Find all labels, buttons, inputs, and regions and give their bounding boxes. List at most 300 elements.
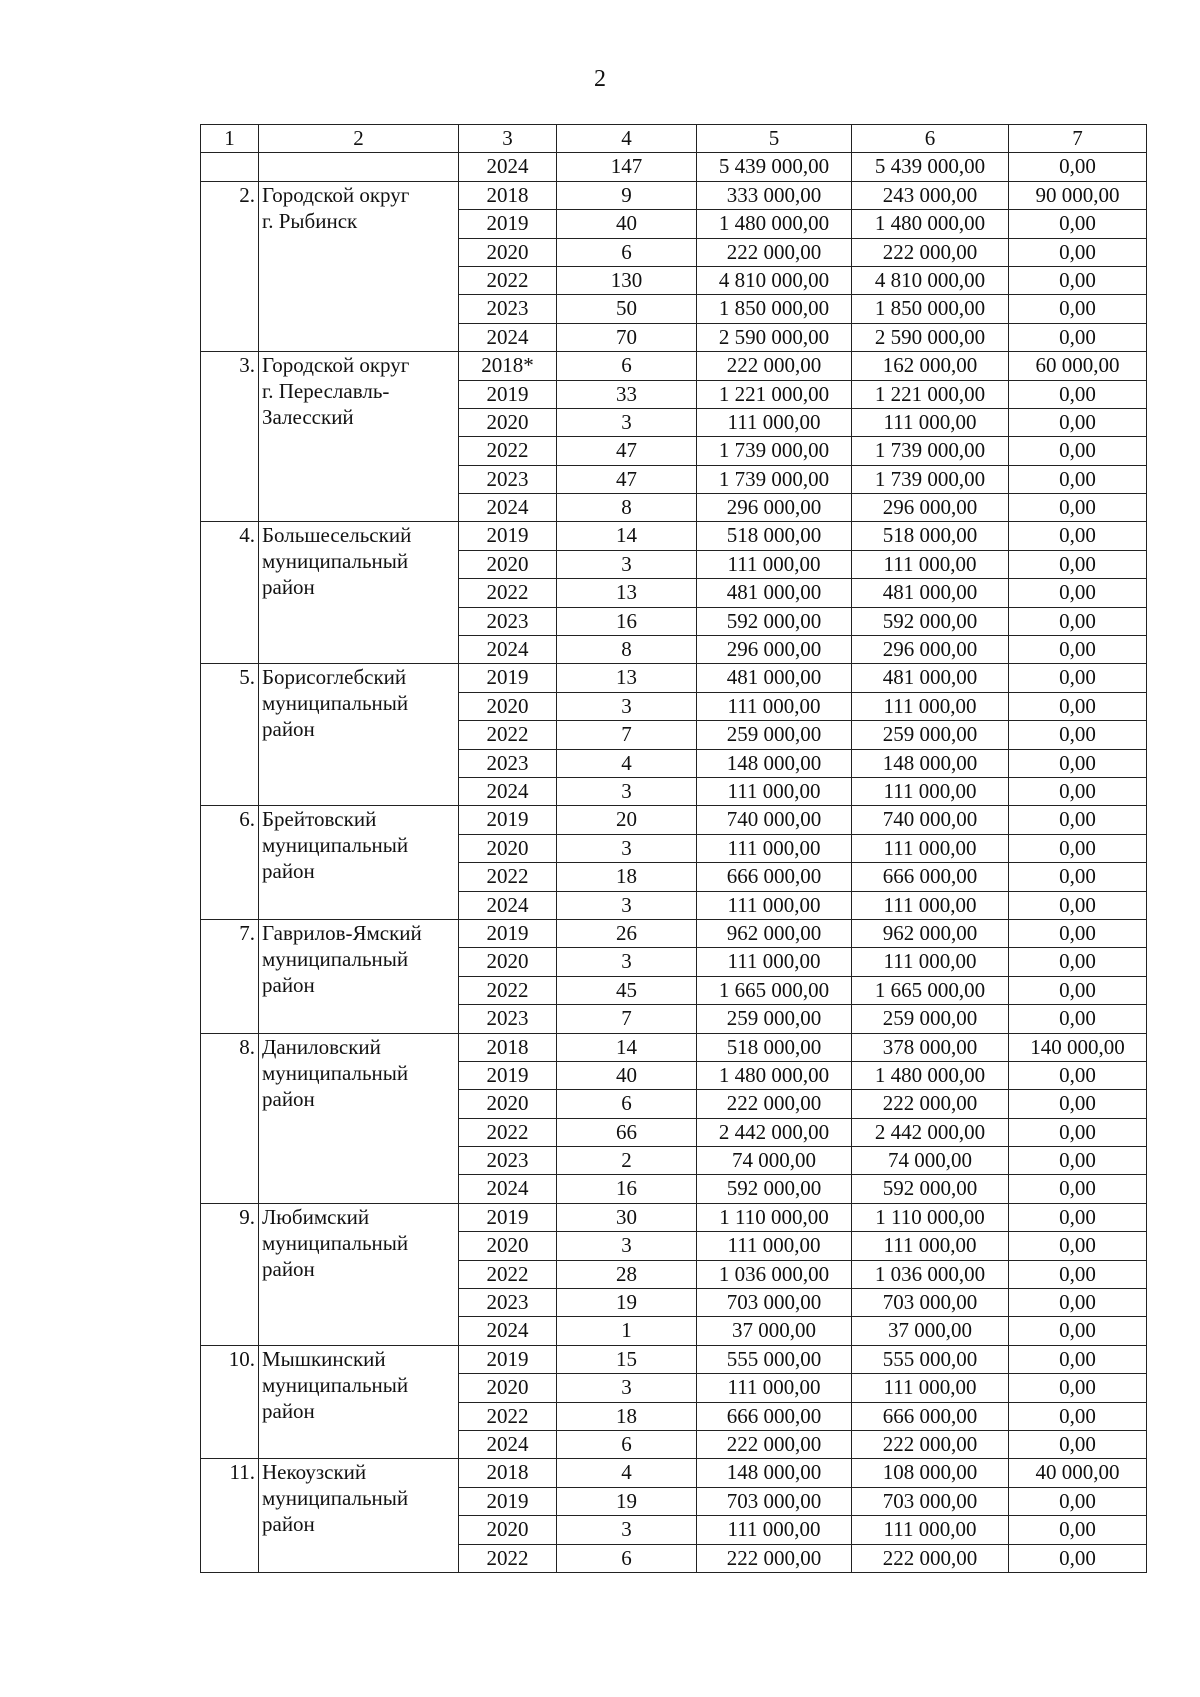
table-row	[201, 1345, 1147, 1373]
municipality-name-line: Большесельский	[262, 523, 412, 548]
local-amount-cell: 0,00	[1009, 494, 1147, 522]
year-cell: 2022	[459, 863, 557, 891]
count-cell: 3	[557, 891, 697, 919]
count-cell: 15	[557, 1345, 697, 1373]
count-cell: 7	[557, 721, 697, 749]
municipality-name-line: Залесский	[262, 405, 354, 430]
total-amount-cell: 666 000,00	[697, 1402, 852, 1430]
local-amount-cell: 0,00	[1009, 295, 1147, 323]
municipality-name-line: муниципальный	[262, 946, 409, 971]
municipality-name-line: Любимский	[262, 1204, 370, 1229]
count-cell: 3	[557, 1374, 697, 1402]
municipality-name	[259, 1345, 459, 1459]
funding-table	[200, 124, 1147, 1573]
regional-amount-cell: 962 000,00	[852, 919, 1009, 947]
total-amount-cell: 111 000,00	[697, 550, 852, 578]
year-cell: 2022	[459, 1260, 557, 1288]
total-amount-cell: 111 000,00	[697, 1516, 852, 1544]
total-amount-cell: 111 000,00	[697, 834, 852, 862]
regional-amount-cell: 666 000,00	[852, 1402, 1009, 1430]
municipality-name-line: Некоузский	[262, 1460, 367, 1485]
local-amount-cell: 0,00	[1009, 210, 1147, 238]
total-amount-cell: 296 000,00	[697, 494, 852, 522]
year-cell: 2019	[459, 1203, 557, 1231]
regional-amount-cell: 259 000,00	[852, 721, 1009, 749]
year-cell: 2020	[459, 834, 557, 862]
row-number: 6.	[201, 806, 259, 920]
count-cell: 13	[557, 664, 697, 692]
local-amount-cell: 0,00	[1009, 323, 1147, 351]
count-cell: 3	[557, 408, 697, 436]
total-amount-cell: 2 442 000,00	[697, 1118, 852, 1146]
municipality-name-line: Мышкинский	[262, 1346, 386, 1371]
count-cell: 47	[557, 437, 697, 465]
municipality-name-line: Брейтовский	[262, 807, 377, 832]
count-cell: 66	[557, 1118, 697, 1146]
regional-amount-cell: 222 000,00	[852, 238, 1009, 266]
municipality-name-line: Гаврилов-Ямский	[262, 920, 422, 945]
year-cell: 2023	[459, 1147, 557, 1175]
local-amount-cell: 60 000,00	[1009, 352, 1147, 380]
local-amount-cell: 0,00	[1009, 1317, 1147, 1345]
local-amount-cell: 0,00	[1009, 636, 1147, 664]
regional-amount-cell: 1 110 000,00	[852, 1203, 1009, 1231]
local-amount-cell: 0,00	[1009, 1147, 1147, 1175]
regional-amount-cell: 162 000,00	[852, 352, 1009, 380]
local-amount-cell: 0,00	[1009, 550, 1147, 578]
total-amount-cell: 1 480 000,00	[697, 1061, 852, 1089]
municipality-name	[259, 352, 459, 522]
row-number: 11.	[201, 1459, 259, 1573]
count-cell: 3	[557, 834, 697, 862]
regional-amount-cell: 378 000,00	[852, 1033, 1009, 1061]
regional-amount-cell: 555 000,00	[852, 1345, 1009, 1373]
local-amount-cell: 0,00	[1009, 1203, 1147, 1231]
regional-amount-cell: 481 000,00	[852, 579, 1009, 607]
year-cell: 2024	[459, 777, 557, 805]
regional-amount-cell: 222 000,00	[852, 1430, 1009, 1458]
regional-amount-cell: 703 000,00	[852, 1289, 1009, 1317]
local-amount-cell: 0,00	[1009, 153, 1147, 181]
name-cell	[259, 153, 459, 181]
municipality-name-line: муниципальный	[262, 1060, 409, 1085]
column-number: 1	[201, 125, 259, 153]
regional-amount-cell: 111 000,00	[852, 692, 1009, 720]
regional-amount-cell: 481 000,00	[852, 664, 1009, 692]
regional-amount-cell: 740 000,00	[852, 806, 1009, 834]
year-cell: 2023	[459, 749, 557, 777]
count-cell: 16	[557, 1175, 697, 1203]
count-cell: 6	[557, 1430, 697, 1458]
total-amount-cell: 555 000,00	[697, 1345, 852, 1373]
year-cell: 2020	[459, 1090, 557, 1118]
count-cell: 16	[557, 607, 697, 635]
local-amount-cell: 0,00	[1009, 1345, 1147, 1373]
total-amount-cell: 222 000,00	[697, 238, 852, 266]
municipality-name	[259, 919, 459, 1033]
year-cell: 2024	[459, 153, 557, 181]
municipality-name-line: муниципальный	[262, 833, 409, 858]
local-amount-cell: 0,00	[1009, 607, 1147, 635]
regional-amount-cell: 703 000,00	[852, 1487, 1009, 1515]
year-cell: 2019	[459, 522, 557, 550]
row-number: 5.	[201, 664, 259, 806]
local-amount-cell: 0,00	[1009, 692, 1147, 720]
total-amount-cell: 1 739 000,00	[697, 465, 852, 493]
municipality-name-line: Городской округ	[262, 353, 410, 378]
year-cell: 2020	[459, 692, 557, 720]
total-amount-cell: 1 221 000,00	[697, 380, 852, 408]
count-cell: 45	[557, 976, 697, 1004]
local-amount-cell: 0,00	[1009, 1516, 1147, 1544]
count-cell: 1	[557, 1317, 697, 1345]
count-cell: 50	[557, 295, 697, 323]
local-amount-cell: 0,00	[1009, 891, 1147, 919]
total-amount-cell: 1 110 000,00	[697, 1203, 852, 1231]
total-amount-cell: 111 000,00	[697, 408, 852, 436]
year-cell: 2024	[459, 891, 557, 919]
year-cell: 2019	[459, 210, 557, 238]
regional-amount-cell: 222 000,00	[852, 1090, 1009, 1118]
regional-amount-cell: 111 000,00	[852, 408, 1009, 436]
column-number-row	[201, 125, 1147, 153]
municipality-name-line: муниципальный	[262, 549, 409, 574]
count-cell: 28	[557, 1260, 697, 1288]
year-cell: 2019	[459, 806, 557, 834]
table-row	[201, 664, 1147, 692]
local-amount-cell: 0,00	[1009, 1005, 1147, 1033]
total-amount-cell: 2 590 000,00	[697, 323, 852, 351]
column-number: 5	[697, 125, 852, 153]
local-amount-cell: 0,00	[1009, 1374, 1147, 1402]
municipality-name	[259, 522, 459, 664]
total-amount-cell: 740 000,00	[697, 806, 852, 834]
year-cell: 2024	[459, 1430, 557, 1458]
regional-amount-cell: 37 000,00	[852, 1317, 1009, 1345]
page-number: 2	[594, 66, 606, 92]
municipality-name-line: район	[262, 1256, 315, 1281]
total-amount-cell: 37 000,00	[697, 1317, 852, 1345]
local-amount-cell: 0,00	[1009, 1402, 1147, 1430]
year-cell: 2020	[459, 1232, 557, 1260]
year-cell: 2022	[459, 1544, 557, 1572]
year-cell: 2020	[459, 408, 557, 436]
local-amount-cell: 0,00	[1009, 1544, 1147, 1572]
local-amount-cell: 0,00	[1009, 919, 1147, 947]
local-amount-cell: 140 000,00	[1009, 1033, 1147, 1061]
regional-amount-cell: 1 480 000,00	[852, 1061, 1009, 1089]
total-amount-cell: 222 000,00	[697, 1090, 852, 1118]
municipality-name-line: муниципальный	[262, 1230, 409, 1255]
regional-amount-cell: 666 000,00	[852, 863, 1009, 891]
municipality-name-line: муниципальный	[262, 1486, 409, 1511]
total-amount-cell: 222 000,00	[697, 1544, 852, 1572]
regional-amount-cell: 1 036 000,00	[852, 1260, 1009, 1288]
total-amount-cell: 4 810 000,00	[697, 266, 852, 294]
local-amount-cell: 0,00	[1009, 834, 1147, 862]
total-amount-cell: 111 000,00	[697, 777, 852, 805]
local-amount-cell: 0,00	[1009, 238, 1147, 266]
regional-amount-cell: 1 739 000,00	[852, 465, 1009, 493]
total-amount-cell: 1 739 000,00	[697, 437, 852, 465]
municipality-name-line: г. Переславль-	[262, 379, 390, 404]
year-cell: 2022	[459, 976, 557, 1004]
year-cell: 2022	[459, 266, 557, 294]
year-cell: 2023	[459, 1289, 557, 1317]
year-cell: 2018	[459, 181, 557, 209]
year-cell: 2020	[459, 238, 557, 266]
count-cell: 3	[557, 1516, 697, 1544]
year-cell: 2023	[459, 465, 557, 493]
column-number: 7	[1009, 125, 1147, 153]
municipality-name-line: муниципальный	[262, 691, 409, 716]
total-amount-cell: 592 000,00	[697, 607, 852, 635]
local-amount-cell: 90 000,00	[1009, 181, 1147, 209]
year-cell: 2018*	[459, 352, 557, 380]
year-cell: 2019	[459, 1061, 557, 1089]
number-cell	[201, 153, 259, 181]
total-amount-cell: 259 000,00	[697, 721, 852, 749]
municipality-name-line: район	[262, 859, 315, 884]
local-amount-cell: 0,00	[1009, 863, 1147, 891]
total-amount-cell: 481 000,00	[697, 579, 852, 607]
municipality-name-line: Городской округ	[262, 182, 410, 207]
local-amount-cell: 0,00	[1009, 380, 1147, 408]
year-cell: 2018	[459, 1033, 557, 1061]
municipality-name-line: г. Рыбинск	[262, 208, 358, 233]
local-amount-cell: 0,00	[1009, 1260, 1147, 1288]
year-cell: 2019	[459, 919, 557, 947]
count-cell: 18	[557, 863, 697, 891]
local-amount-cell: 0,00	[1009, 749, 1147, 777]
year-cell: 2022	[459, 1402, 557, 1430]
table-row	[201, 919, 1147, 947]
year-cell: 2022	[459, 579, 557, 607]
total-amount-cell: 5 439 000,00	[697, 153, 852, 181]
count-cell: 30	[557, 1203, 697, 1231]
total-amount-cell: 222 000,00	[697, 352, 852, 380]
regional-amount-cell: 148 000,00	[852, 749, 1009, 777]
municipality-name-line: район	[262, 972, 315, 997]
municipality-name-line: район	[262, 575, 315, 600]
local-amount-cell: 0,00	[1009, 664, 1147, 692]
local-amount-cell: 0,00	[1009, 522, 1147, 550]
regional-amount-cell: 111 000,00	[852, 1232, 1009, 1260]
table-row	[201, 352, 1147, 380]
year-cell: 2018	[459, 1459, 557, 1487]
regional-amount-cell: 259 000,00	[852, 1005, 1009, 1033]
regional-amount-cell: 296 000,00	[852, 494, 1009, 522]
local-amount-cell: 0,00	[1009, 948, 1147, 976]
total-amount-cell: 1 850 000,00	[697, 295, 852, 323]
municipality-name-line: район	[262, 1512, 315, 1537]
row-number: 2.	[201, 181, 259, 351]
total-amount-cell: 111 000,00	[697, 1374, 852, 1402]
regional-amount-cell: 2 590 000,00	[852, 323, 1009, 351]
regional-amount-cell: 592 000,00	[852, 607, 1009, 635]
count-cell: 26	[557, 919, 697, 947]
local-amount-cell: 0,00	[1009, 266, 1147, 294]
column-number: 2	[259, 125, 459, 153]
year-cell: 2023	[459, 607, 557, 635]
local-amount-cell: 0,00	[1009, 1090, 1147, 1118]
municipality-name-line: район	[262, 1398, 315, 1423]
table-body	[201, 125, 1147, 1573]
year-cell: 2019	[459, 1345, 557, 1373]
year-cell: 2019	[459, 380, 557, 408]
count-cell: 3	[557, 948, 697, 976]
local-amount-cell: 0,00	[1009, 1487, 1147, 1515]
count-cell: 19	[557, 1487, 697, 1515]
regional-amount-cell: 111 000,00	[852, 550, 1009, 578]
local-amount-cell: 0,00	[1009, 1175, 1147, 1203]
regional-amount-cell: 111 000,00	[852, 834, 1009, 862]
count-cell: 13	[557, 579, 697, 607]
local-amount-cell: 40 000,00	[1009, 1459, 1147, 1487]
total-amount-cell: 333 000,00	[697, 181, 852, 209]
table-row	[201, 806, 1147, 834]
count-cell: 8	[557, 494, 697, 522]
count-cell: 14	[557, 1033, 697, 1061]
year-cell: 2020	[459, 1374, 557, 1402]
year-cell: 2023	[459, 1005, 557, 1033]
municipality-name	[259, 1033, 459, 1203]
count-cell: 19	[557, 1289, 697, 1317]
regional-amount-cell: 592 000,00	[852, 1175, 1009, 1203]
total-amount-cell: 74 000,00	[697, 1147, 852, 1175]
year-cell: 2022	[459, 721, 557, 749]
year-cell: 2019	[459, 1487, 557, 1515]
count-cell: 147	[557, 153, 697, 181]
total-amount-cell: 111 000,00	[697, 948, 852, 976]
total-amount-cell: 148 000,00	[697, 749, 852, 777]
local-amount-cell: 0,00	[1009, 976, 1147, 1004]
local-amount-cell: 0,00	[1009, 1118, 1147, 1146]
count-cell: 40	[557, 210, 697, 238]
municipality-name	[259, 181, 459, 351]
regional-amount-cell: 111 000,00	[852, 1516, 1009, 1544]
local-amount-cell: 0,00	[1009, 1430, 1147, 1458]
total-amount-cell: 518 000,00	[697, 522, 852, 550]
count-cell: 6	[557, 352, 697, 380]
count-cell: 3	[557, 692, 697, 720]
year-cell: 2020	[459, 1516, 557, 1544]
column-number: 6	[852, 125, 1009, 153]
regional-amount-cell: 296 000,00	[852, 636, 1009, 664]
year-cell: 2024	[459, 1175, 557, 1203]
local-amount-cell: 0,00	[1009, 1232, 1147, 1260]
regional-amount-cell: 222 000,00	[852, 1544, 1009, 1572]
year-cell: 2022	[459, 437, 557, 465]
total-amount-cell: 148 000,00	[697, 1459, 852, 1487]
count-cell: 8	[557, 636, 697, 664]
total-amount-cell: 592 000,00	[697, 1175, 852, 1203]
regional-amount-cell: 1 221 000,00	[852, 380, 1009, 408]
year-cell: 2024	[459, 323, 557, 351]
count-cell: 33	[557, 380, 697, 408]
table-row	[201, 1203, 1147, 1231]
count-cell: 6	[557, 1544, 697, 1572]
municipality-name-line: Даниловский	[262, 1034, 381, 1059]
regional-amount-cell: 111 000,00	[852, 891, 1009, 919]
local-amount-cell: 0,00	[1009, 806, 1147, 834]
count-cell: 3	[557, 1232, 697, 1260]
count-cell: 40	[557, 1061, 697, 1089]
count-cell: 2	[557, 1147, 697, 1175]
regional-amount-cell: 111 000,00	[852, 1374, 1009, 1402]
total-amount-cell: 481 000,00	[697, 664, 852, 692]
regional-amount-cell: 1 665 000,00	[852, 976, 1009, 1004]
count-cell: 14	[557, 522, 697, 550]
column-number: 3	[459, 125, 557, 153]
regional-amount-cell: 243 000,00	[852, 181, 1009, 209]
regional-amount-cell: 1 480 000,00	[852, 210, 1009, 238]
count-cell: 7	[557, 1005, 697, 1033]
row-number: 10.	[201, 1345, 259, 1459]
total-amount-cell: 666 000,00	[697, 863, 852, 891]
local-amount-cell: 0,00	[1009, 1061, 1147, 1089]
year-cell: 2024	[459, 494, 557, 522]
total-amount-cell: 518 000,00	[697, 1033, 852, 1061]
year-cell: 2024	[459, 1317, 557, 1345]
count-cell: 130	[557, 266, 697, 294]
total-amount-cell: 222 000,00	[697, 1430, 852, 1458]
local-amount-cell: 0,00	[1009, 465, 1147, 493]
row-number: 9.	[201, 1203, 259, 1345]
total-amount-cell: 259 000,00	[697, 1005, 852, 1033]
year-cell: 2022	[459, 1118, 557, 1146]
count-cell: 20	[557, 806, 697, 834]
regional-amount-cell: 4 810 000,00	[852, 266, 1009, 294]
municipality-name-line: Борисоглебский	[262, 665, 407, 690]
table-row	[201, 1459, 1147, 1487]
local-amount-cell: 0,00	[1009, 579, 1147, 607]
table-row	[201, 181, 1147, 209]
local-amount-cell: 0,00	[1009, 1289, 1147, 1317]
total-amount-cell: 111 000,00	[697, 891, 852, 919]
count-cell: 9	[557, 181, 697, 209]
regional-amount-cell: 5 439 000,00	[852, 153, 1009, 181]
municipality-name-line: район	[262, 717, 315, 742]
regional-amount-cell: 111 000,00	[852, 777, 1009, 805]
regional-amount-cell: 108 000,00	[852, 1459, 1009, 1487]
total-amount-cell: 1 665 000,00	[697, 976, 852, 1004]
table-row	[201, 153, 1147, 181]
count-cell: 3	[557, 550, 697, 578]
year-cell: 2024	[459, 636, 557, 664]
regional-amount-cell: 518 000,00	[852, 522, 1009, 550]
count-cell: 70	[557, 323, 697, 351]
total-amount-cell: 111 000,00	[697, 1232, 852, 1260]
total-amount-cell: 1 480 000,00	[697, 210, 852, 238]
year-cell: 2020	[459, 948, 557, 976]
count-cell: 4	[557, 749, 697, 777]
municipality-name-line: муниципальный	[262, 1372, 409, 1397]
local-amount-cell: 0,00	[1009, 437, 1147, 465]
table-row	[201, 1033, 1147, 1061]
local-amount-cell: 0,00	[1009, 777, 1147, 805]
total-amount-cell: 703 000,00	[697, 1289, 852, 1317]
municipality-name	[259, 1459, 459, 1573]
row-number: 4.	[201, 522, 259, 664]
total-amount-cell: 1 036 000,00	[697, 1260, 852, 1288]
count-cell: 6	[557, 1090, 697, 1118]
year-cell: 2020	[459, 550, 557, 578]
column-number: 4	[557, 125, 697, 153]
row-number: 3.	[201, 352, 259, 522]
count-cell: 18	[557, 1402, 697, 1430]
municipality-name	[259, 806, 459, 920]
